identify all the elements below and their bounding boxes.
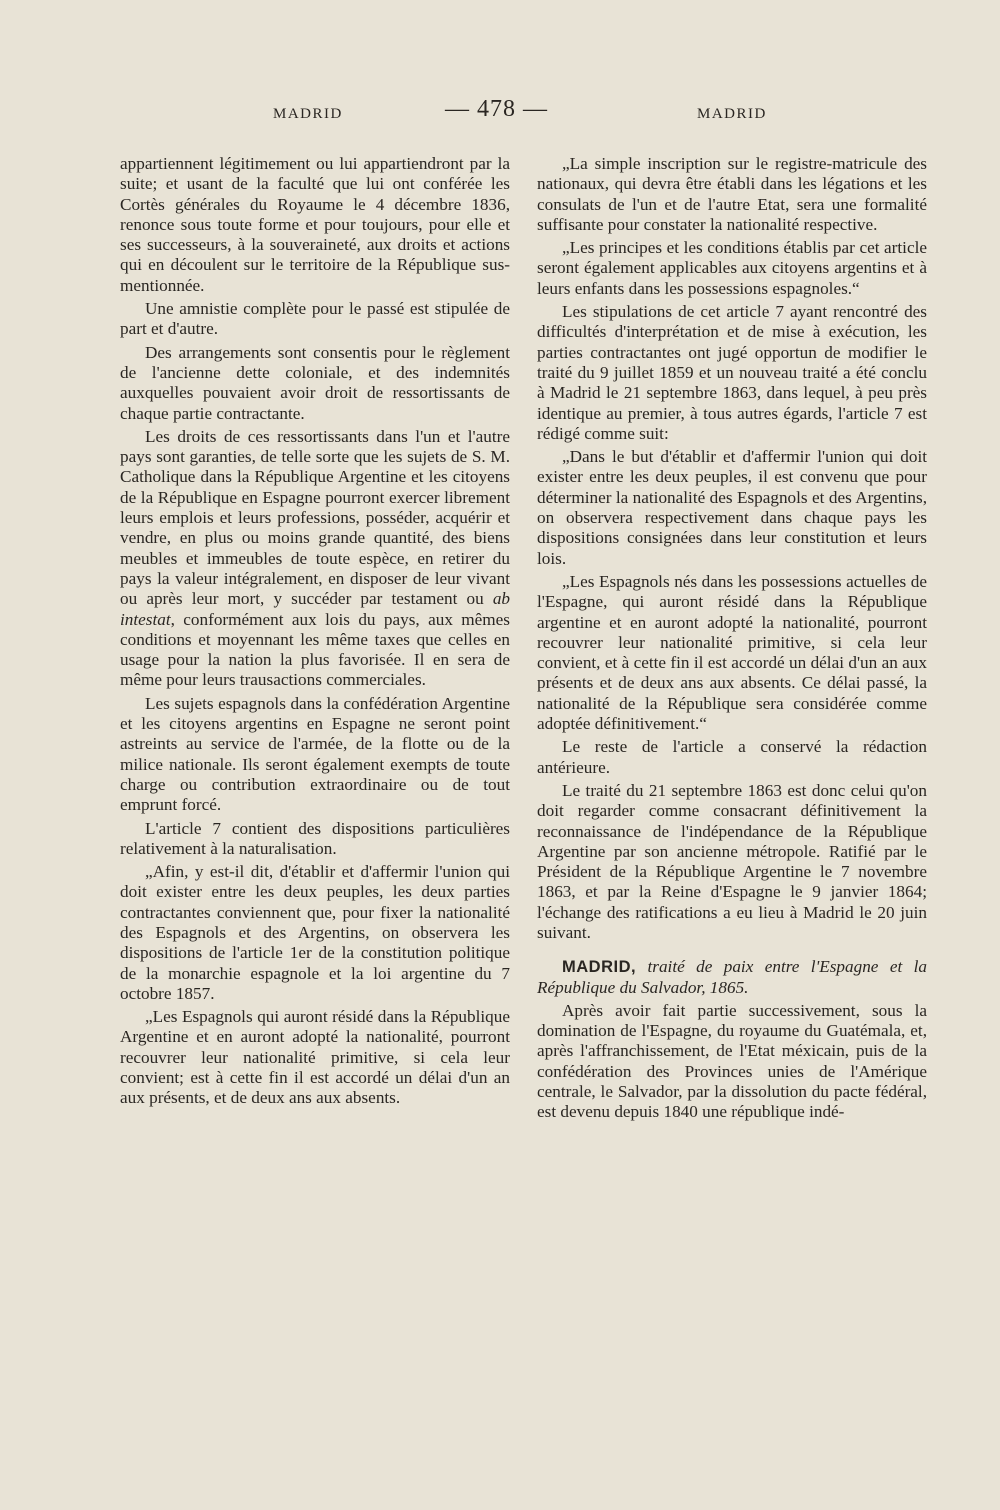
paragraph: Le traité du 21 septembre 1863 est donc celui qu'on doit regarder comme consacrant définitivement la reconnaissance de l'indépendance de la République Argentine par son ancienne métropole. Ratifié par le Président de la République Argentine le 7 novembre 1863, et par la Reine d'Espagne le 9 janvier 1864; l'échange des ratifications a eu lieu à Madrid le 20 juin suivant. bbox=[537, 780, 927, 942]
paragraph: Les stipulations de cet article 7 ayant rencontré des difficultés d'interprétation et de mise à exécution, les parties contractantes ont jugé opportun de modifier le traité du 9 juillet 1859 et un nouveau traité a été conclu à Madrid le 21 septembre 1863, dans lequel, à peu près identique au premier, à tous autres égards, l'article 7 est rédigé comme suit: bbox=[537, 302, 927, 443]
running-head-left: MADRID bbox=[273, 106, 343, 122]
entry-title: traité de paix entre l'Espagne et la République du Salvador, 1865. bbox=[537, 957, 927, 997]
paragraph: „Les Espagnols qui auront résidé dans la République Argentine et en auront adopté la nationalité, pourront recouvrer leur nationalité primitive, si cela leur convient; est à cette fin il est accordé un délai d'un an aux présents, et de deux ans aux absents. bbox=[120, 1007, 510, 1108]
paragraph: L'article 7 contient des dispositions particulières relativement à la naturalisation. bbox=[120, 818, 510, 858]
left-column bbox=[120, 154, 510, 1112]
paragraph: Après avoir fait partie successivement, sous la domination de l'Espagne, du royaume du Guatémala, et, après l'affranchissement, de l'Etat méxicain, puis de la confédération des Provinces unies de l'Amérique centrale, le Salvador, par la dissolution du pacte fédéral, est devenu depuis 1840 une république indé- bbox=[537, 1000, 927, 1122]
paragraph-text: Les droits de ces ressortissants dans l'un et l'autre pays sont garanties, de telle sorte que les sujets de S. M. Catholique dans la République Argentine et les citoyens de la République en Espagne pourront exercer librement leurs emplois et leurs professions, posséder, acquérir et vendre, en plus ou moins grande quantité, des biens meubles et immeubles de toute espèce, en retirer du pays la valeur intégralement, en disposer de leur vivant ou après leur mort, y succéder par testament ou bbox=[120, 426, 510, 609]
right-column bbox=[537, 154, 927, 1126]
paragraph: „Dans le but d'établir et d'affermir l'union qui doit exister entre les deux peuples, il est convenu que pour déterminer la nationalité des Espagnols et des Argentins, on observera respectivement dans chaque pays les dispositions consignées dans leur constitution et leurs lois. bbox=[537, 447, 927, 568]
entry-heading-word: MADRID, bbox=[562, 958, 637, 977]
paragraph: „La simple inscription sur le registre-matricule des nationaux, qui devra être établi dans les légations et les consulats de l'un et de l'autre Etat, sera une formalité suffisante pour constater la nationalité respective. bbox=[537, 154, 927, 234]
italic-phrase: ab intestat bbox=[120, 589, 510, 629]
entry-heading bbox=[537, 957, 927, 998]
page-number: — 478 — bbox=[445, 96, 548, 122]
paragraph: appartiennent légitimement ou lui appartiendront par la suite; et usant de la faculté que lui ont conférée les Cortès générales du Royaume le 4 décembre 1836, renonce sous toute forme et pour toujours, pour elle et ses successeurs, à la souveraineté, aux droits et actions qui en découlent sur le territoire de la République sus-mentionnée. bbox=[120, 154, 510, 295]
paragraph: Une amnistie complète pour le passé est stipulée de part et d'autre. bbox=[120, 299, 510, 339]
paragraph: Le reste de l'article a conservé la rédaction antérieure. bbox=[537, 737, 927, 777]
paragraph bbox=[120, 427, 510, 691]
paragraph: Des arrangements sont consentis pour le règlement de l'ancienne dette coloniale, et des indemnités auxquelles pouvaient avoir droit de ressortissants de chaque partie contractante. bbox=[120, 342, 510, 423]
running-head bbox=[0, 96, 1000, 140]
paragraph-text: , conformément aux lois du pays, aux mêmes conditions et moyennant les même taxes que celles en usage pour la nation la plus favorisée. Il en sera de même pour leurs trausactions commerciales. bbox=[120, 609, 510, 690]
paragraph: „Les Espagnols nés dans les possessions actuelles de l'Espagne, qui auront résidé dans la République argentine et en auront adopté la nationalité, pourront recouvrer leur nationalité primitive, si cela leur convient, et à cette fin il est accordé un délai d'un an aux présents et de deux ans aux absents. Ce délai passé, la nationalité de la République sera considérée comme adoptée définitivement.“ bbox=[537, 571, 927, 734]
paragraph: „Afin, y est-il dit, d'établir et d'affermir l'union qui doit exister entre les deux peuples, les deux parties contractantes conviennent que, pour fixer la nationalité des Espagnols et des Argentins, on observera les dispositions de l'article 1er de la constitution politique de la monarchie espagnole et la loi argentine du 7 octobre 1857. bbox=[120, 862, 510, 1003]
paragraph: „Les principes et les conditions établis par cet article seront également applicables aux citoyens argentins et à leurs enfants dans les possessions espagnoles.“ bbox=[537, 238, 927, 298]
running-head-right: MADRID bbox=[697, 106, 767, 122]
paragraph: Les sujets espagnols dans la confédération Argentine et les citoyens argentins en Espagne ne seront point astreints au service de l'armée, de la flotte ou de la milice nationale. Ils seront également exempts de toute charge ou contribution extraordinaire ou de tout emprunt forcé. bbox=[120, 693, 510, 815]
